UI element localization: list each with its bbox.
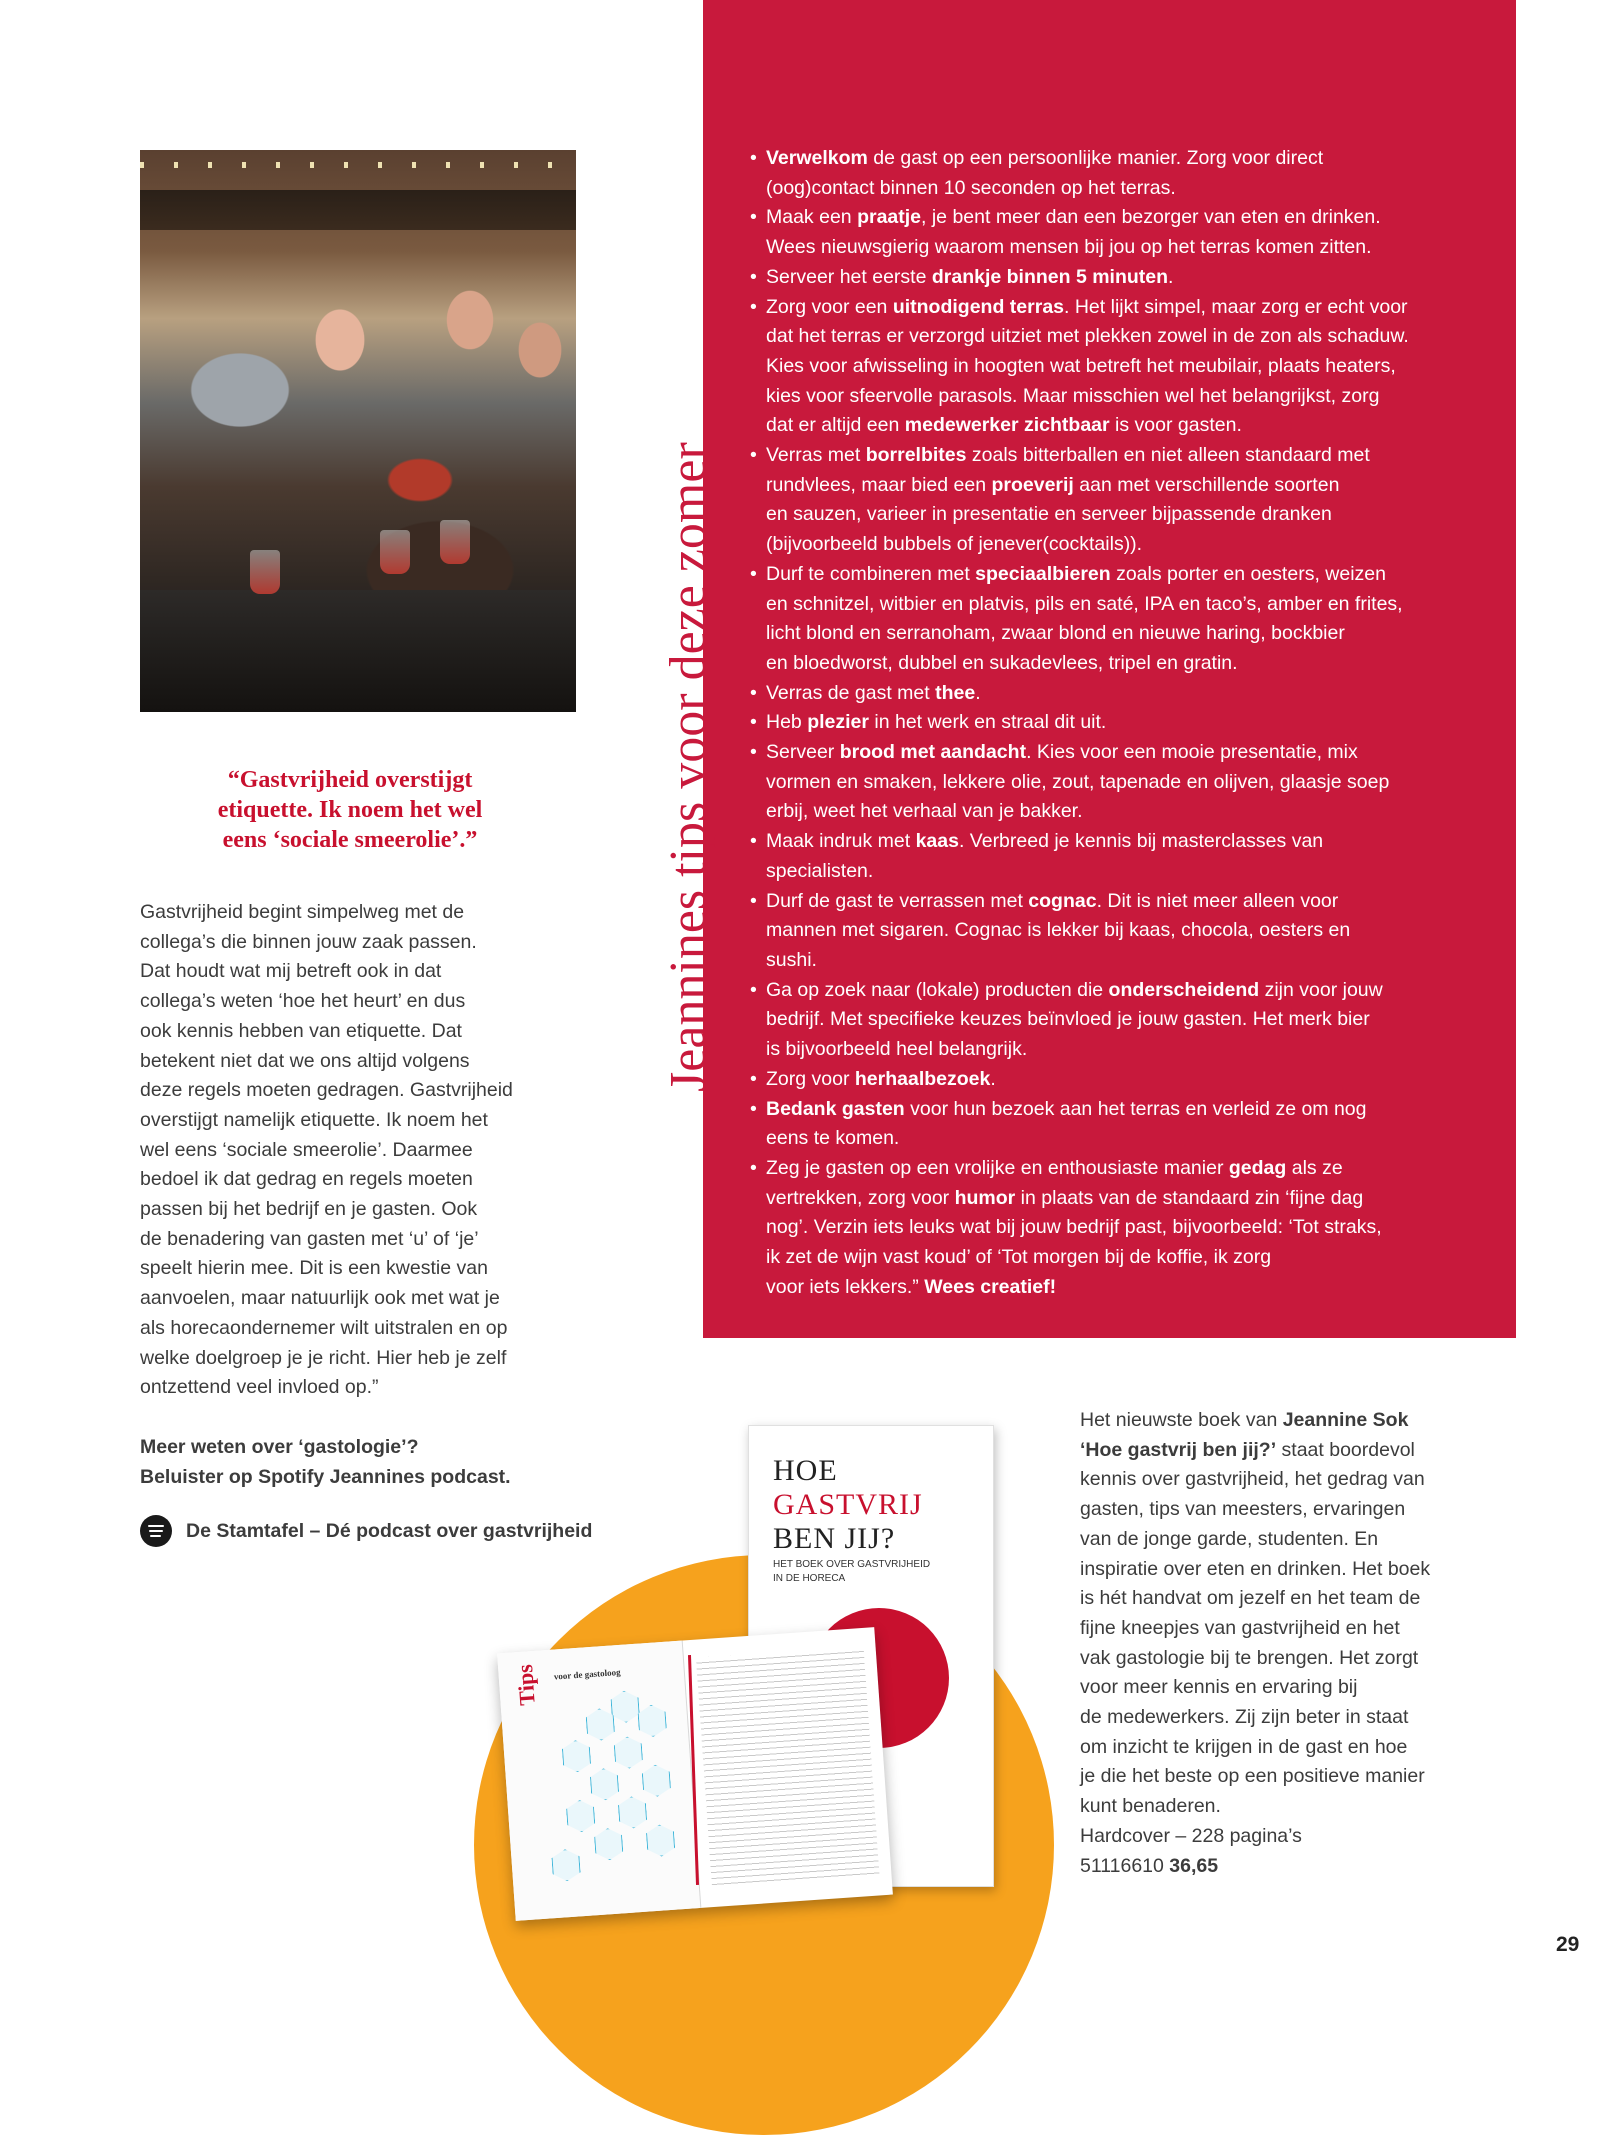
book-title-line: GASTVRIJ bbox=[773, 1488, 923, 1521]
tip-item bbox=[750, 1095, 1500, 1154]
hexagon-shape bbox=[589, 1767, 619, 1801]
tip-item bbox=[750, 441, 1500, 560]
text-run: Kies voor afwisseling in hoogten wat betreft het meubilair, plaats heaters, bbox=[766, 354, 1396, 377]
hexagon-shape bbox=[551, 1848, 581, 1882]
text-run: Serveer bbox=[766, 741, 840, 764]
text-run: Het nieuwste boek van bbox=[1080, 1409, 1283, 1431]
text-line bbox=[766, 1095, 1500, 1125]
tip-item bbox=[750, 560, 1500, 679]
text-run: is hét handvat om jezelf en het team de bbox=[1080, 1587, 1421, 1610]
roof-beam bbox=[140, 190, 576, 230]
emphasis-text: ‘Hoe gastvrij ben jij?’ bbox=[1080, 1438, 1277, 1461]
podcast-callout-line: Beluister op Spotify Jeannines podcast. bbox=[140, 1465, 511, 1488]
text-line bbox=[766, 1035, 1500, 1065]
emphasis-text: drankje binnen 5 minuten bbox=[931, 265, 1169, 288]
hexagon-shape bbox=[637, 1704, 667, 1738]
text-run: staat boordevol bbox=[1276, 1438, 1415, 1461]
text-run: fijne kneepjes van gastvrijheid en het bbox=[1080, 1616, 1400, 1639]
text-line bbox=[766, 471, 1500, 501]
article-body-line: aanvoelen, maar natuurlijk ook met wat je bbox=[140, 1287, 500, 1310]
text-run: is voor gasten. bbox=[1109, 414, 1242, 437]
text-run: Verras met bbox=[766, 444, 866, 467]
text-line bbox=[766, 530, 1500, 560]
text-line bbox=[766, 1184, 1500, 1214]
drink-glass bbox=[380, 530, 410, 574]
text-line bbox=[766, 738, 1500, 768]
text-line bbox=[766, 768, 1500, 798]
text-run: dat het terras er verzorgd uitziet met plekken zowel in de zon als schaduw. bbox=[766, 325, 1409, 348]
pull-quote-line: etiquette. Ik noem het wel bbox=[217, 797, 483, 823]
text-line bbox=[766, 827, 1500, 857]
text-run: Zeg je gasten op een vrolijke en enthousiaste manier bbox=[766, 1156, 1229, 1179]
tip-item bbox=[750, 293, 1500, 442]
text-run: aan met verschillende soorten bbox=[1073, 473, 1340, 496]
text-line bbox=[1080, 1465, 1500, 1495]
tip-item bbox=[750, 679, 1500, 709]
book-subtitle-line: HET BOEK OVER GASTVRIJHEID bbox=[773, 1559, 931, 1570]
article-body-line: ook kennis hebben van etiquette. Dat bbox=[140, 1019, 462, 1042]
text-run: vertrekken, zorg voor bbox=[766, 1186, 955, 1209]
tip-item bbox=[750, 144, 1500, 203]
open-book-subtitle: voor de gastoloog bbox=[553, 1666, 621, 1682]
text-line bbox=[1080, 1584, 1500, 1614]
open-book-left-page bbox=[497, 1641, 701, 1921]
emphasis-text: borrelbites bbox=[865, 444, 967, 467]
text-run: Heb bbox=[766, 711, 808, 734]
string-lights bbox=[140, 162, 576, 168]
text-line bbox=[1080, 1644, 1500, 1674]
hexagon-shape bbox=[610, 1690, 640, 1724]
tip-item bbox=[750, 887, 1500, 976]
text-run: Maak indruk met bbox=[766, 830, 916, 853]
tip-item bbox=[750, 1065, 1500, 1095]
text-run: zoals bitterballen en niet alleen standaard met bbox=[966, 444, 1370, 467]
text-line bbox=[1080, 1852, 1500, 1882]
emphasis-text: kaas bbox=[915, 830, 959, 853]
text-run: rundvlees, maar bied een bbox=[766, 473, 992, 496]
text-run: ik zet de wijn vast koud’ of ‘Tot morgen bij de koffie, ik zorg bbox=[766, 1246, 1272, 1269]
book-cover-title bbox=[773, 1454, 923, 1556]
text-line bbox=[766, 263, 1500, 293]
article-body bbox=[140, 898, 590, 1403]
text-run: Ga op zoek naar (lokale) producten die bbox=[766, 978, 1109, 1001]
tip-item bbox=[750, 263, 1500, 293]
emphasis-text: medewerker zichtbaar bbox=[904, 414, 1110, 437]
text-run: bedrijf. Met specifieke keuzes beïnvloed je jouw gasten. Het merk bier bbox=[766, 1008, 1370, 1031]
text-line bbox=[1080, 1495, 1500, 1525]
article-body-line: als horecaondernemer wilt uitstralen en op bbox=[140, 1316, 508, 1339]
hexagon-shape bbox=[613, 1736, 643, 1770]
text-run: vormen en smaken, lekkere olie, zout, tapenade en olijven, glaasje soep bbox=[766, 770, 1390, 793]
text-line bbox=[766, 1124, 1500, 1154]
text-line bbox=[766, 649, 1500, 679]
hexagon-shape bbox=[641, 1764, 671, 1798]
emphasis-text: Verwelkom bbox=[766, 147, 868, 169]
text-line bbox=[766, 708, 1500, 738]
hexagon-shape bbox=[645, 1824, 675, 1858]
drink-glass bbox=[440, 520, 470, 564]
text-run: Hardcover – 228 pagina’s bbox=[1080, 1824, 1302, 1847]
pull-quote-line: eens ‘sociale smeerolie’.” bbox=[222, 827, 478, 853]
text-line bbox=[1080, 1436, 1500, 1466]
text-line bbox=[1080, 1614, 1500, 1644]
text-run: Durf te combineren met bbox=[766, 562, 976, 585]
text-line bbox=[1080, 1406, 1500, 1436]
text-line bbox=[766, 411, 1500, 441]
article-body-line: de benadering van gasten met ‘u’ of ‘je’ bbox=[140, 1227, 479, 1250]
text-line bbox=[766, 174, 1500, 204]
text-run: nog’. Verzin iets leuks wat bij jouw bedrijf past, bijvoorbeeld: ‘Tot straks, bbox=[766, 1216, 1382, 1239]
page-number: 29 bbox=[1556, 1933, 1580, 1956]
text-run: Wees nieuwsgierig waarom mensen bij jou op het terras komen zitten. bbox=[766, 236, 1372, 259]
text-run: kies voor sfeervolle parasols. Maar misschien wel het belangrijkst, zorg bbox=[766, 384, 1380, 407]
text-line bbox=[766, 887, 1500, 917]
emphasis-text: onderscheidend bbox=[1108, 978, 1260, 1001]
text-line bbox=[766, 1154, 1500, 1184]
spotify-icon bbox=[140, 1515, 172, 1547]
emphasis-text: Wees creatief! bbox=[924, 1275, 1057, 1298]
text-run: . Kies voor een mooie presentatie, mix bbox=[1026, 741, 1358, 764]
text-line bbox=[1080, 1822, 1500, 1852]
book-cover-subtitle bbox=[773, 1558, 973, 1586]
text-line bbox=[766, 441, 1500, 471]
text-line bbox=[766, 1005, 1500, 1035]
text-run: (oog)contact binnen 10 seconden op het terras. bbox=[766, 176, 1176, 199]
text-run: (bijvoorbeeld bubbels of jenever(cocktails)). bbox=[766, 533, 1143, 556]
pull-quote-line: “Gastvrijheid overstijgt bbox=[227, 767, 473, 793]
emphasis-text: brood met aandacht bbox=[839, 741, 1027, 764]
text-run: voor meer kennis en ervaring bij bbox=[1080, 1676, 1358, 1699]
text-line bbox=[766, 1065, 1500, 1095]
text-run: Maak een bbox=[766, 206, 858, 229]
text-run: en schnitzel, witbier en platvis, pils en saté, IPA en taco’s, amber en frites, bbox=[766, 592, 1403, 615]
text-run: de medewerkers. Zij zijn beter in staat bbox=[1080, 1706, 1409, 1729]
text-run: inspiratie over eten en drinken. Het boek bbox=[1080, 1557, 1431, 1580]
text-line bbox=[1080, 1525, 1500, 1555]
text-line bbox=[766, 590, 1500, 620]
text-run: gasten, tips van meesters, ervaringen bbox=[1080, 1498, 1406, 1521]
hexagon-shape bbox=[585, 1708, 615, 1742]
book-description bbox=[1080, 1406, 1500, 1881]
hexagon-shape bbox=[561, 1739, 591, 1773]
text-line bbox=[766, 857, 1500, 887]
dining-table bbox=[140, 590, 576, 712]
emphasis-text: plezier bbox=[807, 711, 869, 734]
text-run: specialisten. bbox=[766, 859, 874, 882]
text-run: Verras de gast met bbox=[766, 681, 936, 704]
emphasis-text: speciaalbieren bbox=[975, 562, 1111, 585]
text-line bbox=[766, 203, 1500, 233]
text-run: vak gastologie bij te brengen. Het zorgt bbox=[1080, 1646, 1419, 1669]
tips-title: Jeannines tips voor deze zomer bbox=[660, 442, 717, 1092]
podcast-label: De Stamtafel – Dé podcast over gastvrijheid bbox=[186, 1519, 593, 1542]
text-run: om inzicht te krijgen in de gast en hoe bbox=[1080, 1735, 1408, 1758]
text-run: je die het beste op een positieve manier bbox=[1080, 1765, 1425, 1788]
text-run: in het werk en straal dit uit. bbox=[868, 711, 1107, 734]
text-run: en sauzen, varieer in presentatie en serveer bijpassende dranken bbox=[766, 503, 1332, 526]
restaurant-terrace-photo bbox=[140, 150, 576, 712]
text-run: erbij, weet het verhaal van je bakker. bbox=[766, 800, 1083, 823]
text-run: , je bent meer dan een bezorger van eten en drinken. bbox=[921, 206, 1381, 229]
text-run: de gast op een persoonlijke manier. Zorg voor direct bbox=[867, 147, 1324, 169]
emphasis-text: praatje bbox=[857, 206, 922, 229]
text-run: Zorg voor bbox=[766, 1067, 855, 1090]
text-run: eens te komen. bbox=[766, 1127, 900, 1150]
article-body-line: ontzettend veel invloed op.” bbox=[140, 1376, 379, 1399]
text-run: Serveer het eerste bbox=[766, 265, 932, 288]
text-line bbox=[1080, 1733, 1500, 1763]
pull-quote bbox=[150, 765, 550, 855]
hexagon-shape bbox=[617, 1796, 647, 1830]
text-run: . bbox=[990, 1067, 996, 1090]
article-body-line: passen bij het bedrijf en je gasten. Ook bbox=[140, 1198, 478, 1221]
open-book-title: Tips bbox=[511, 1663, 540, 1707]
book-subtitle-line: IN DE HORECA bbox=[773, 1573, 846, 1584]
text-line bbox=[1080, 1762, 1500, 1792]
text-run: . Dit is niet meer alleen voor bbox=[1096, 889, 1339, 912]
text-run: zijn voor jouw bbox=[1259, 978, 1383, 1001]
emphasis-text: 36,65 bbox=[1169, 1854, 1219, 1877]
text-run: als ze bbox=[1286, 1156, 1343, 1179]
text-line bbox=[766, 322, 1500, 352]
text-line bbox=[766, 679, 1500, 709]
text-run: . bbox=[975, 681, 981, 704]
article-body-line: betekent niet dat we ons altijd volgens bbox=[140, 1049, 470, 1072]
emphasis-text: thee bbox=[935, 681, 976, 704]
article-body-line: wel eens ‘sociale smeerolie’. Daarmee bbox=[140, 1138, 473, 1161]
emphasis-text: gedag bbox=[1228, 1156, 1287, 1179]
podcast-link[interactable] bbox=[140, 1515, 592, 1547]
emphasis-text: Bedank gasten bbox=[766, 1097, 905, 1120]
text-line bbox=[766, 797, 1500, 827]
tip-item bbox=[750, 708, 1500, 738]
text-line bbox=[1080, 1703, 1500, 1733]
article-body-line: overstijgt namelijk etiquette. Ik noem het bbox=[140, 1108, 488, 1131]
text-line bbox=[1080, 1555, 1500, 1585]
text-run: en bloedworst, dubbel en sukadevlees, tripel en gratin. bbox=[766, 651, 1238, 674]
article-body-line: deze regels moeten gedragen. Gastvrijheid bbox=[140, 1079, 513, 1102]
hexagon-shape bbox=[566, 1799, 596, 1833]
open-book-right-page bbox=[683, 1627, 893, 1908]
text-line bbox=[1080, 1792, 1500, 1822]
text-line bbox=[766, 916, 1500, 946]
podcast-callout-line: Meer weten over ‘gastologie’? bbox=[140, 1436, 419, 1458]
text-line bbox=[766, 500, 1500, 530]
tip-item bbox=[750, 738, 1500, 827]
text-line bbox=[766, 1213, 1500, 1243]
text-line bbox=[766, 1273, 1500, 1303]
hexagon-shape bbox=[594, 1827, 624, 1861]
text-run: licht blond en serranoham, zwaar blond en nieuwe haring, bockbier bbox=[766, 622, 1345, 645]
drink-glass bbox=[250, 550, 280, 594]
tip-item bbox=[750, 203, 1500, 262]
article-body-line: Gastvrijheid begint simpelweg met de bbox=[140, 901, 465, 923]
text-line bbox=[766, 619, 1500, 649]
text-line bbox=[766, 293, 1500, 323]
text-run: . Verbreed je kennis bij masterclasses van bbox=[958, 830, 1324, 853]
text-run: mannen met sigaren. Cognac is lekker bij kaas, chocola, oesters en bbox=[766, 919, 1351, 942]
tips-list bbox=[750, 144, 1500, 1302]
text-run: . bbox=[1168, 265, 1174, 288]
emphasis-text: humor bbox=[954, 1186, 1016, 1209]
text-line bbox=[766, 1243, 1500, 1273]
article-body-line: welke doelgroep je je richt. Hier heb je zelf bbox=[140, 1346, 507, 1369]
article-body-line: bedoel ik dat gedrag en regels moeten bbox=[140, 1168, 473, 1191]
book-title-line: HOE bbox=[773, 1454, 838, 1487]
text-line bbox=[766, 382, 1500, 412]
text-line bbox=[766, 946, 1500, 976]
emphasis-text: cognac bbox=[1028, 889, 1097, 912]
text-run: sushi. bbox=[766, 948, 817, 971]
emphasis-text: Jeannine Sok bbox=[1282, 1409, 1409, 1431]
text-line bbox=[766, 976, 1500, 1006]
tip-item bbox=[750, 1154, 1500, 1303]
emphasis-text: proeverij bbox=[991, 473, 1074, 496]
text-line bbox=[766, 144, 1500, 174]
text-run: kunt benaderen. bbox=[1080, 1795, 1221, 1818]
text-run: van de jonge garde, studenten. En bbox=[1080, 1527, 1379, 1550]
text-run: dat er altijd een bbox=[766, 414, 905, 437]
article-body-line: speelt hierin mee. Dit is een kwestie van bbox=[140, 1257, 488, 1280]
text-run: 51116610 bbox=[1080, 1854, 1170, 1877]
text-run: zoals porter en oesters, weizen bbox=[1110, 562, 1386, 585]
text-line bbox=[766, 352, 1500, 382]
article-body-line: Dat houdt wat mij betreft ook in dat bbox=[140, 960, 442, 983]
emphasis-text: herhaalbezoek bbox=[854, 1067, 991, 1090]
text-run: Zorg voor een bbox=[766, 295, 893, 318]
tip-item bbox=[750, 976, 1500, 1065]
text-line bbox=[766, 233, 1500, 263]
text-run: voor hun bezoek aan het terras en verleid ze om nog bbox=[904, 1097, 1367, 1120]
text-run: is bijvoorbeeld heel belangrijk. bbox=[766, 1038, 1028, 1061]
podcast-callout bbox=[140, 1433, 600, 1492]
text-run: Durf de gast te verrassen met bbox=[766, 889, 1029, 912]
text-run: kennis over gastvrijheid, het gedrag van bbox=[1080, 1468, 1425, 1491]
text-run: . Het lijkt simpel, maar zorg er echt voor bbox=[1064, 295, 1408, 318]
article-body-line: collega’s die binnen jouw zaak passen. bbox=[140, 930, 477, 953]
emphasis-text: uitnodigend terras bbox=[892, 295, 1065, 318]
book-title-line: BEN JIJ? bbox=[773, 1522, 896, 1555]
article-body-line: collega’s weten ‘hoe het heurt’ en dus bbox=[140, 990, 466, 1013]
tip-item bbox=[750, 827, 1500, 886]
text-line bbox=[1080, 1673, 1500, 1703]
text-run: voor iets lekkers.” bbox=[766, 1275, 925, 1298]
text-line bbox=[766, 560, 1500, 590]
text-run: in plaats van de standaard zin ‘fijne dag bbox=[1015, 1186, 1364, 1209]
